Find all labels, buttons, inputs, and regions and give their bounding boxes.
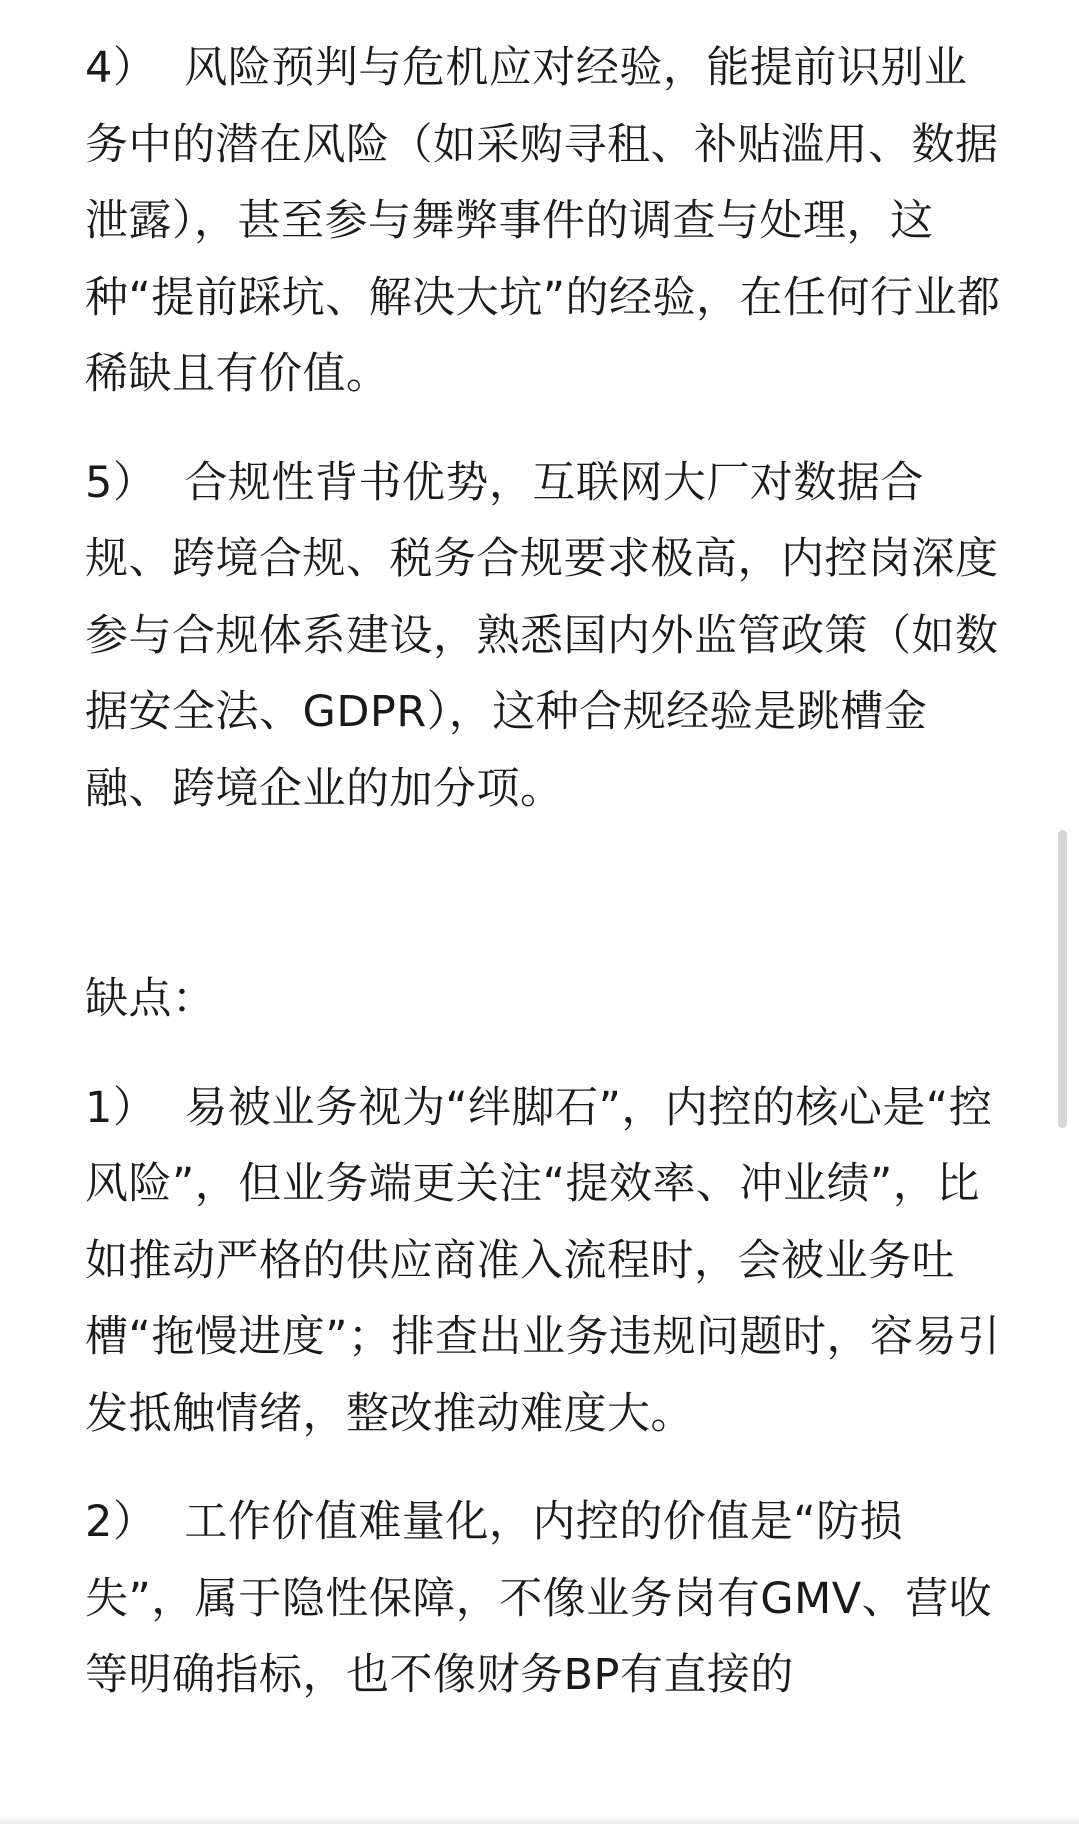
paragraph-gap bbox=[85, 413, 1005, 445]
cons-item-2 bbox=[85, 1484, 1005, 1714]
item-number: 2） bbox=[85, 1497, 157, 1547]
item-number: 4） bbox=[85, 43, 157, 93]
cons-heading: 缺点： bbox=[85, 974, 216, 1024]
item-number: 5） bbox=[85, 457, 157, 508]
cons-item-1 bbox=[85, 1070, 1005, 1453]
paragraph-gap bbox=[85, 1038, 1005, 1070]
pros-item-5 bbox=[85, 445, 1005, 828]
item-number: 1） bbox=[85, 1082, 157, 1133]
article-body bbox=[85, 30, 1005, 1714]
item-text: 风险预判与危机应对经验，能提前识别业务中的潜在风险（如采购寻租、补贴滥用、数据泄露），甚至参与舞弊事件的调查与处理，这种“提前踩坑、解决大坑”的经验，在任何行业都稀缺且有价值。 bbox=[85, 43, 1001, 399]
section-gap bbox=[85, 827, 1005, 961]
pros-item-4 bbox=[85, 30, 1005, 413]
scrollbar-thumb[interactable] bbox=[1058, 830, 1067, 1128]
item-text: 合规性背书优势，互联网大厂对数据合规、跨境合规、税务合规要求极高，内控岗深度参与合规体系建设，熟悉国内外监管政策（如数据安全法、GDPR），这种合规经验是跳槽金融、跨境企业的加分项。 bbox=[85, 457, 999, 814]
paragraph-gap bbox=[85, 1452, 1005, 1484]
bottom-edge-shadow bbox=[0, 1816, 1079, 1824]
item-text: 易被业务视为“绊脚石”，内控的核心是“控风险”，但业务端更关注“提效率、冲业绩”，比如推动严格的供应商准入流程时，会被业务吐槽“拖慢进度”；排查出业务违规问题时，容易引发抵触情绪，整改推动难度大。 bbox=[85, 1082, 1001, 1439]
item-text: 工作价值难量化，内控的价值是“防损失”，属于隐性保障，不像业务岗有GMV、营收等明确指标，也不像财务BP有直接的 bbox=[85, 1497, 993, 1700]
